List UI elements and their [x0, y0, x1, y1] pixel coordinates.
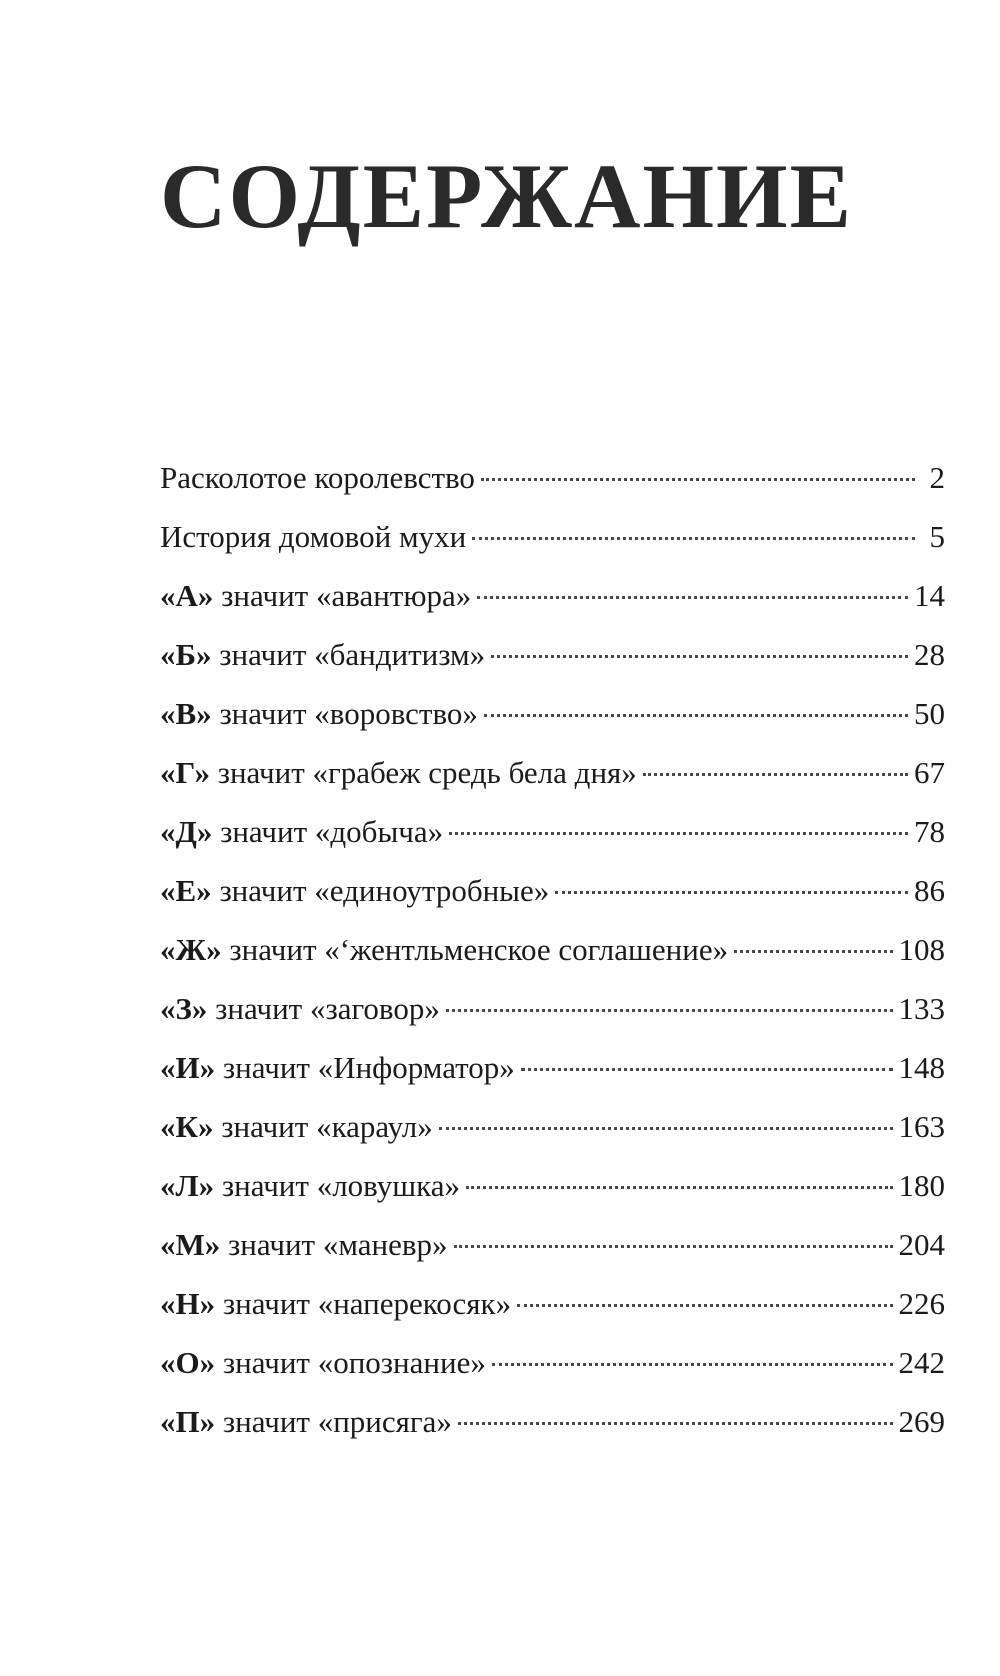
toc-entry [160, 1345, 945, 1404]
toc-entry-text: значит «наперекосяк» [215, 1286, 512, 1321]
toc-entry-letter: «М» [160, 1227, 221, 1262]
toc-entry-page: 5 [929, 519, 945, 554]
toc-entry [160, 1168, 945, 1227]
toc-entry-title [160, 1286, 511, 1322]
dot-leader [449, 832, 908, 835]
toc-entry-letter: «Б» [160, 637, 212, 672]
toc-entry-text: значит «караул» [213, 1109, 433, 1144]
toc-entry-text: значит «грабеж средь бела дня» [209, 755, 637, 790]
toc-entry-title [160, 755, 637, 791]
toc-entry-title [160, 637, 485, 673]
toc-entry-page: 108 [898, 932, 945, 967]
toc-entry-text: значит «авантюра» [213, 578, 472, 613]
dot-leader [555, 891, 908, 894]
toc-entry-page: 180 [898, 1168, 945, 1203]
toc-entry-letter: «П» [160, 1404, 216, 1439]
toc-entry-letter: «И» [160, 1050, 216, 1085]
dot-leader [484, 714, 908, 717]
toc-entry-page: 50 [914, 696, 945, 731]
toc-entry-title [160, 460, 475, 496]
toc-entry-letter: «Н» [160, 1286, 216, 1321]
toc-entry-letter: «Л» [160, 1168, 215, 1203]
toc-entry-page: 148 [898, 1050, 945, 1085]
toc-entry-text: значит «единоутробные» [211, 873, 550, 908]
toc-entry-text: значит «‘жентльменское соглашение» [221, 932, 729, 967]
dot-leader [472, 537, 915, 540]
dot-leader [643, 773, 908, 776]
toc-entry-letter: «Ж» [160, 932, 222, 967]
dot-leader [734, 950, 892, 953]
dot-leader [477, 596, 908, 599]
toc-entry-text: значит «маневр» [220, 1227, 448, 1262]
toc-entry-text: значит «воровство» [211, 696, 478, 731]
toc-entry-page: 67 [914, 755, 945, 790]
toc-entry-page: 226 [898, 1286, 945, 1321]
toc-entry-title [160, 1404, 452, 1440]
toc-entry-page: 2 [929, 460, 945, 495]
toc-entry-title [160, 519, 466, 555]
toc-entry-text: значит «опознание» [215, 1345, 486, 1380]
toc-entry-title [160, 696, 478, 732]
toc-entry-text: значит «добыча» [212, 814, 444, 849]
toc-entry [160, 932, 945, 991]
toc-entry-text: значит «Информатор» [215, 1050, 515, 1085]
toc-entry [160, 755, 945, 814]
toc-entry-text: значит «ловушка» [214, 1168, 460, 1203]
toc-entry-title [160, 1227, 448, 1263]
dot-leader [439, 1127, 893, 1130]
toc-entry-text: Расколотое королевство [160, 460, 475, 495]
toc-entry [160, 637, 945, 696]
toc-entry-page: 133 [898, 991, 945, 1026]
dot-leader [491, 655, 908, 658]
toc-entry-text: История домовой мухи [160, 519, 467, 554]
toc-entry [160, 991, 945, 1050]
toc-entry [160, 519, 945, 578]
dot-leader [521, 1068, 893, 1071]
toc-entry-title [160, 1345, 486, 1381]
table-of-contents [160, 460, 945, 1463]
dot-leader [458, 1422, 893, 1425]
toc-entry-page: 14 [914, 578, 945, 613]
toc-entry-title [160, 814, 443, 850]
toc-entry-letter: «Г» [160, 755, 210, 790]
dot-leader [446, 1009, 893, 1012]
toc-entry-letter: «К» [160, 1109, 214, 1144]
toc-entry [160, 1050, 945, 1109]
toc-entry-page: 86 [914, 873, 945, 908]
toc-entry [160, 578, 945, 637]
toc-entry-letter: «З» [160, 991, 208, 1026]
toc-entry-title [160, 873, 549, 909]
toc-entry-page: 269 [898, 1404, 945, 1439]
dot-leader [492, 1363, 893, 1366]
toc-entry [160, 1109, 945, 1168]
toc-entry-page: 204 [898, 1227, 945, 1262]
toc-entry-title [160, 578, 471, 614]
toc-entry-letter: «В» [160, 696, 212, 731]
toc-entry-title [160, 1168, 460, 1204]
toc-entry-letter: «Е» [160, 873, 212, 908]
toc-entry-page: 28 [914, 637, 945, 672]
dot-leader [517, 1304, 892, 1307]
toc-entry [160, 1227, 945, 1286]
toc-entry-letter: «А» [160, 578, 214, 613]
page-title: СОДЕРЖАНИЕ [160, 145, 853, 247]
dot-leader [466, 1186, 893, 1189]
toc-entry-page: 163 [898, 1109, 945, 1144]
toc-entry [160, 873, 945, 932]
toc-entry-title [160, 932, 728, 968]
toc-entry-title [160, 1050, 515, 1086]
toc-entry-page: 242 [898, 1345, 945, 1380]
toc-entry-page: 78 [914, 814, 945, 849]
toc-entry [160, 1404, 945, 1463]
toc-entry [160, 814, 945, 873]
dot-leader [481, 478, 915, 481]
toc-entry [160, 1286, 945, 1345]
toc-entry-title [160, 1109, 433, 1145]
toc-entry-letter: «О» [160, 1345, 216, 1380]
toc-entry-text: значит «присяга» [215, 1404, 452, 1439]
toc-entry-text: значит «заговор» [207, 991, 440, 1026]
toc-entry-title [160, 991, 440, 1027]
toc-entry-text: значит «бандитизм» [211, 637, 486, 672]
dot-leader [454, 1245, 893, 1248]
toc-entry [160, 460, 945, 519]
toc-entry [160, 696, 945, 755]
toc-entry-letter: «Д» [160, 814, 213, 849]
